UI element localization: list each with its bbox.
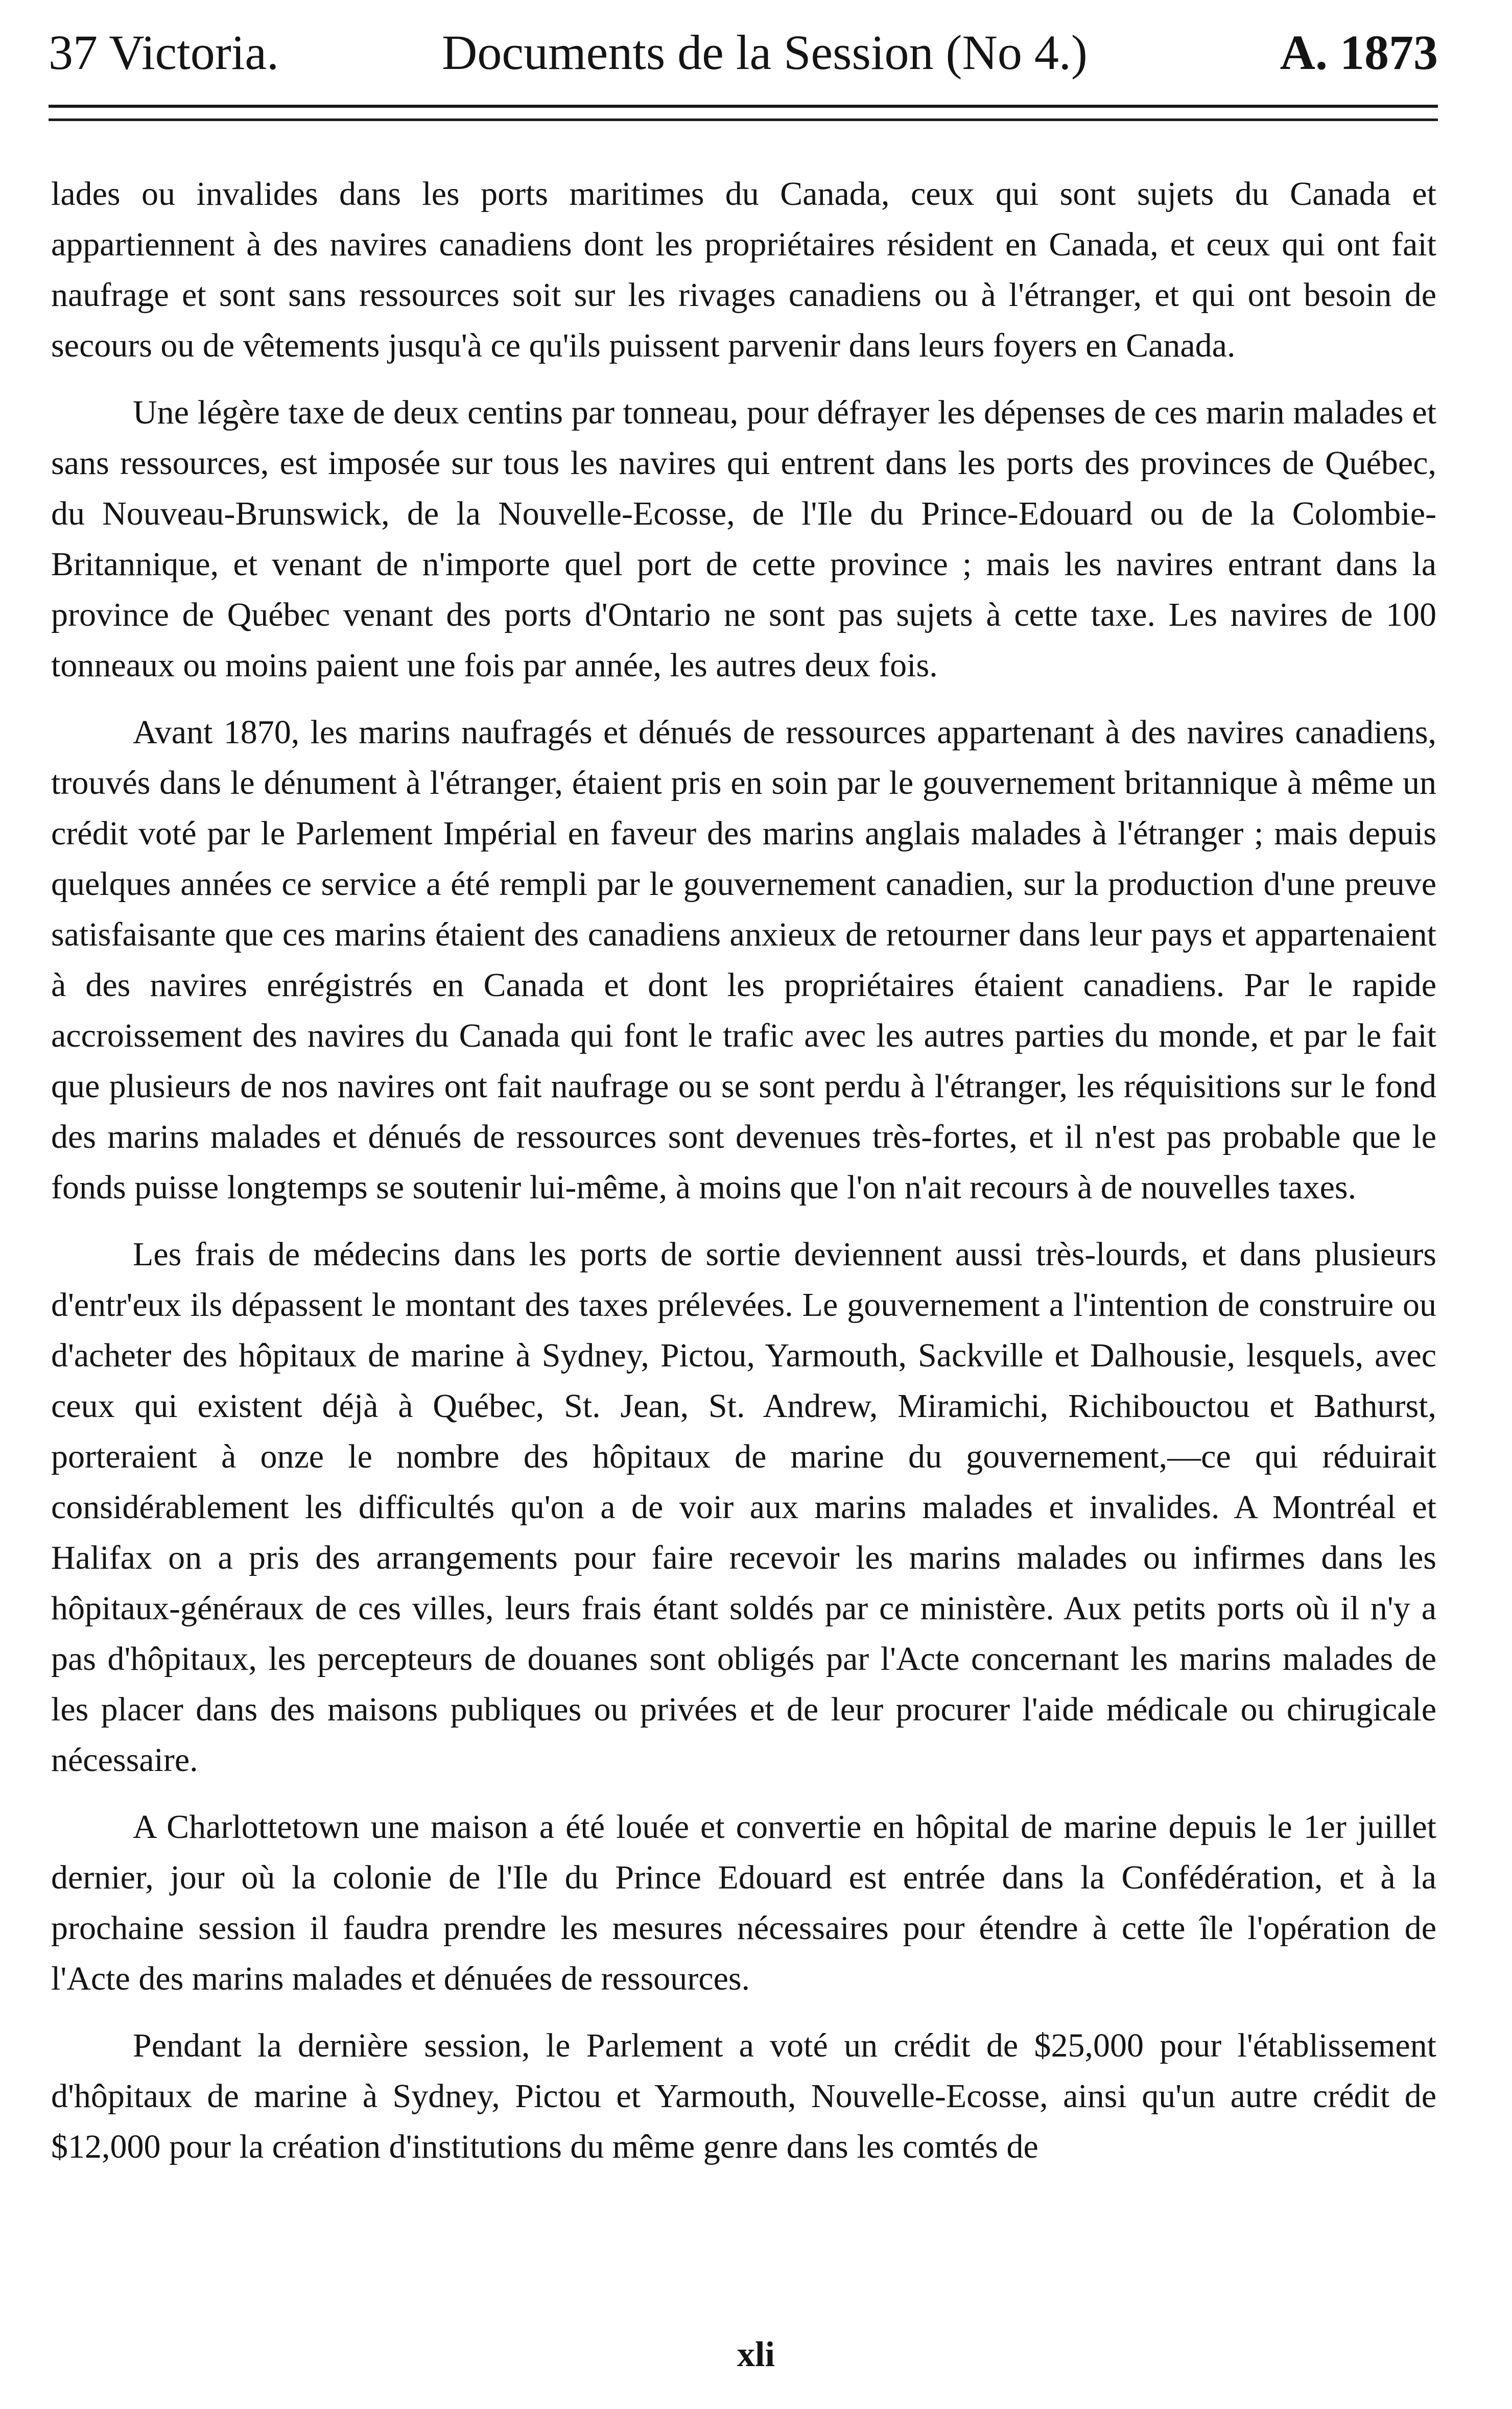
header-rule-top bbox=[49, 105, 1438, 108]
paragraph-medical-costs: Les frais de médecins dans les ports de sortie deviennent aussi très-lourds, et dans plusieurs d'entr'eux ils dépassent le montant des taxes prélevées. Le gouvernement a l'intention de construire ou d'acheter des hôpitaux de marine à Sydney, Pictou, Yarmouth, Sackville et Dalhousie, lesquels, avec ceux qui existent déjà à Québec, St. Jean, St. Andrew, Miramichi, Richibouctou et Bathurst, porteraient à onze le nombre des hôpitaux de marine du gouvernement,—ce qui réduirait considérablement les difficultés qu'on a de voir aux marins malades et invalides. A Montréal et Halifax on a pris des arrangements pour faire recevoir les marins malades ou infirmes dans les hôpitaux-généraux de ces villes, leurs frais étant soldés par ce ministère. Aux petits ports où il n'y a pas d'hôpitaux, les percepteurs de douanes sont obligés par l'Acte concernant les marins malades de les placer dans des maisons publiques ou privées et de leur procurer l'aide médicale ou chirugicale nécessaire. bbox=[51, 1236, 1436, 1779]
paragraph-charlottetown: A Charlottetown une maison a été louée et convertie en hôpital de marine depuis le 1er juillet dernier, jour où la colonie de l'Ile du Prince Edouard est entrée dans la Confédération, et à la prochaine session il faudra prendre les mesures nécessaires pour étendre à cette île l'opération de l'Acte des marins malades et dénuées de ressources. bbox=[51, 1808, 1436, 1997]
paragraph-tax: Une légère taxe de deux centins par tonneau, pour défrayer les dépenses de ces marin malades et sans ressources, est imposée sur tous les navires qui entrent dans les ports des provinces de Québec, du Nouveau-Brunswick, de la Nouvelle-Ecosse, de l'Ile du Prince-Edouard ou de la Colombie-Britannique, et venant de n'importe quel port de cette province ; mais les navires entrant dans la province de Québec venant des ports d'Ontario ne sont pas sujets à cette taxe. Les navires de 100 tonneaux ou moins paient une fois par année, les autres deux fois. bbox=[51, 394, 1436, 684]
header-rule-bottom bbox=[49, 119, 1438, 121]
page-number: xli bbox=[737, 2335, 775, 2374]
header-title: Documents de la Session (No 4.) bbox=[442, 25, 1088, 80]
paragraph-continuation: lades ou invalides dans les ports maritimes du Canada, ceux qui sont sujets du Canada et appartiennent à des navires canadiens dont les propriétaires résident en Canada, et ceux qui ont fait naufrage et sont sans ressources soit sur les rivages canadiens ou à l'étranger, et qui ont besoin de secours ou de vêtements jusqu'à ce qu'ils puissent parvenir dans leurs foyers en Canada. bbox=[51, 175, 1436, 364]
paragraph-before-1870: Avant 1870, les marins naufragés et dénués de ressources appartenant à des navires canadiens, trouvés dans le dénument à l'étranger, étaient pris en soin par le gouvernement britannique à même un crédit voté par le Parlement Impérial en faveur des marins anglais malades à l'étranger ; mais depuis quelques années ce service a été rempli par le gouvernement canadien, sur la production d'une preuve satisfaisante que ces marins étaient des canadiens anxieux de retourner dans leur pays et appartenaient à des navires enrégistrés en Canada et dont les propriétaires étaient canadiens. Par le rapide accroissement des navires du Canada qui font le trafic avec les autres parties du monde, et par le fait que plusieurs de nos navires ont fait naufrage ou se sont perdu à l'étranger, les réquisitions sur le fond des marins malades et dénués de ressources sont devenues très-fortes, et il n'est pas probable que le fonds puisse longtemps se soutenir lui-même, à moins que l'on n'ait recours à de nouvelles taxes. bbox=[51, 714, 1436, 1206]
body-text bbox=[51, 169, 1436, 2172]
paragraph-last-session: Pendant la dernière session, le Parlement a voté un crédit de $25,000 pour l'établissement d'hôpitaux de marine à Sydney, Pictou et Yarmouth, Nouvelle-Ecosse, ainsi qu'un autre crédit de $12,000 pour la création d'institutions du même genre dans les comtés de bbox=[51, 2027, 1436, 2165]
running-header bbox=[49, 14, 1438, 91]
header-year: A. 1873 bbox=[1280, 25, 1438, 80]
header-volume: 37 Victoria. bbox=[49, 25, 279, 80]
